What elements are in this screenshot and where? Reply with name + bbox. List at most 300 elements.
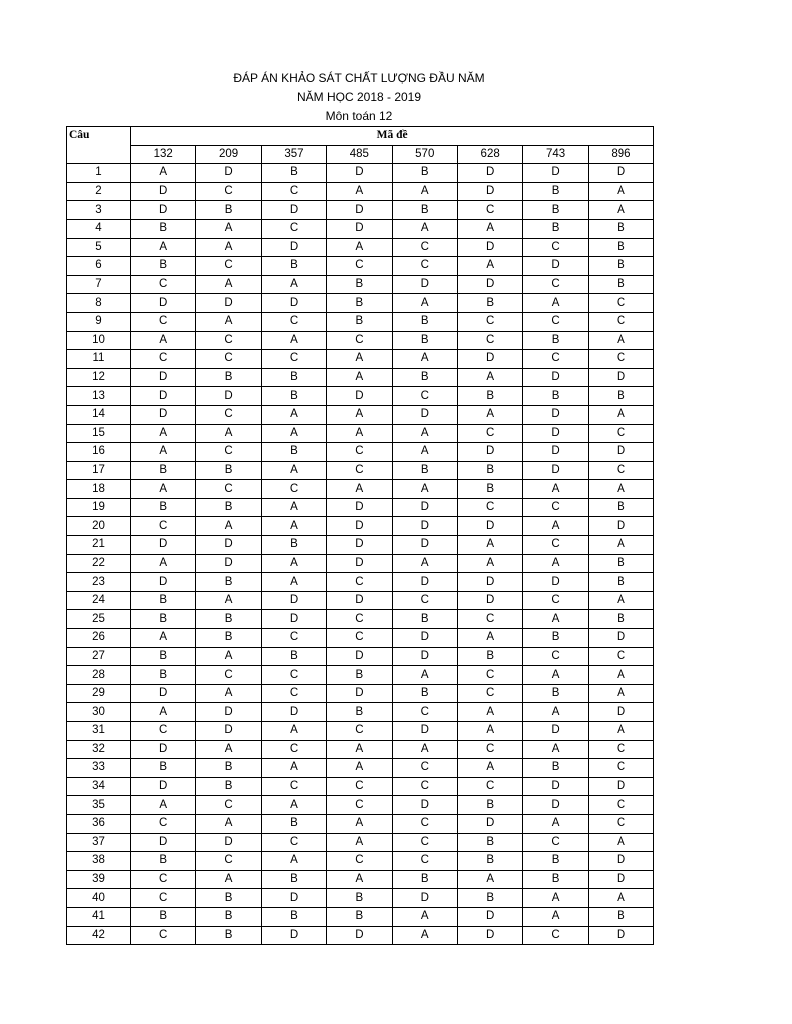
table-row [67,740,654,759]
answer-cell: C [131,870,196,889]
answer-cell: A [392,907,457,926]
answer-cell: D [588,368,654,387]
answer-cell: D [327,387,392,406]
answer-cell: A [523,740,588,759]
answer-cell: B [261,647,326,666]
answer-cell: C [457,331,522,350]
table-row [67,907,654,926]
answer-cell: D [588,629,654,648]
answer-cell: C [588,312,654,331]
answer-cell: D [457,591,522,610]
answer-cell: D [457,926,522,945]
answer-cell: D [131,833,196,852]
answer-cell: B [457,480,522,499]
answer-cell: B [588,573,654,592]
answer-cell: B [131,219,196,238]
question-number: 2 [67,182,131,201]
table-row [67,833,654,852]
answer-cell: B [196,498,261,517]
table-row [67,722,654,741]
exam-code-header: 570 [392,145,457,164]
answer-cell: A [196,591,261,610]
answer-cell: B [523,201,588,220]
table-row [67,852,654,871]
answer-cell: D [261,889,326,908]
table-row [67,498,654,517]
answer-cell: D [523,461,588,480]
answer-cell: A [261,852,326,871]
table-row [67,275,654,294]
answer-cell: C [523,536,588,555]
answer-cell: A [457,257,522,276]
answer-cell: D [588,852,654,871]
answer-cell: C [327,443,392,462]
answer-cell: A [523,907,588,926]
answer-cell: C [588,461,654,480]
answer-cell: A [196,814,261,833]
table-row [67,164,654,183]
answer-cell: C [457,498,522,517]
question-number: 4 [67,219,131,238]
answer-cell: C [327,629,392,648]
answer-cell: B [457,796,522,815]
answer-cell: B [588,238,654,257]
table-row [67,554,654,573]
answer-cell: D [588,777,654,796]
table-row [67,387,654,406]
answer-cell: A [261,796,326,815]
table-row [67,238,654,257]
answer-cell: D [392,796,457,815]
table-row [67,294,654,313]
answer-cell: A [327,814,392,833]
answer-cell: C [327,331,392,350]
answer-cell: C [327,722,392,741]
answer-cell: D [261,591,326,610]
answer-cell: B [261,257,326,276]
answer-cell: D [457,350,522,369]
answer-cell: D [261,610,326,629]
answer-cell: A [588,480,654,499]
answer-cell: B [261,443,326,462]
answer-cell: C [392,591,457,610]
answer-cell: B [196,368,261,387]
answer-cell: C [131,926,196,945]
table-row [67,257,654,276]
answer-cell: B [327,703,392,722]
answer-cell: A [261,405,326,424]
answer-cell: C [196,182,261,201]
answer-cell: A [327,424,392,443]
answer-cell: C [261,219,326,238]
table-row [67,796,654,815]
answer-cell: C [392,238,457,257]
answer-cell: A [392,219,457,238]
table-row [67,405,654,424]
answer-cell: A [392,182,457,201]
answer-cell: A [131,554,196,573]
question-number: 39 [67,870,131,889]
answer-cell: C [196,405,261,424]
answer-cell: D [392,498,457,517]
answer-cell: C [523,591,588,610]
subject-label: Môn toán 12 [325,109,393,123]
table-row [67,350,654,369]
answer-cell: B [392,368,457,387]
answer-cell: C [327,796,392,815]
answer-cell: A [196,219,261,238]
question-column-header: Câu [67,127,131,164]
answer-cell: D [196,387,261,406]
answer-cell: C [261,777,326,796]
answer-cell: D [131,368,196,387]
answer-cell: D [457,573,522,592]
answer-cell: B [588,554,654,573]
question-number: 10 [67,331,131,350]
answer-cell: C [261,480,326,499]
answer-cell: B [327,666,392,685]
answer-cell: B [457,647,522,666]
table-row [67,647,654,666]
answer-cell: D [261,294,326,313]
answer-cell: D [523,164,588,183]
answer-cell: C [131,517,196,536]
answer-cell: D [392,722,457,741]
table-row [67,573,654,592]
answer-cell: B [588,387,654,406]
answer-cell: A [196,684,261,703]
answer-cell: D [523,368,588,387]
answer-cell: A [327,870,392,889]
answer-cell: A [131,629,196,648]
answer-cell: D [327,554,392,573]
answer-cell: B [523,331,588,350]
answer-cell: C [457,666,522,685]
answer-cell: C [131,814,196,833]
answer-cell: A [588,405,654,424]
answer-cell: D [523,777,588,796]
answer-cell: C [588,647,654,666]
question-number: 40 [67,889,131,908]
school-year: NĂM HỌC 2018 - 2019 [296,90,422,104]
question-number: 1 [67,164,131,183]
answer-cell: B [261,536,326,555]
answer-cell: C [196,350,261,369]
answer-cell: D [131,182,196,201]
answer-cell: C [131,889,196,908]
answer-cell: A [588,684,654,703]
question-number: 23 [67,573,131,592]
table-row [67,461,654,480]
answer-cell: A [523,666,588,685]
answer-cell: B [392,164,457,183]
answer-cell: C [131,722,196,741]
answer-cell: A [261,331,326,350]
answer-cell: D [131,201,196,220]
answer-cell: C [457,777,522,796]
answer-cell: A [588,591,654,610]
question-number: 27 [67,647,131,666]
question-number: 35 [67,796,131,815]
answer-cell: B [523,219,588,238]
answer-cell: A [327,405,392,424]
answer-cell: D [457,275,522,294]
question-number: 24 [67,591,131,610]
question-number: 32 [67,740,131,759]
answer-cell: C [327,777,392,796]
answer-cell: B [327,294,392,313]
answer-cell: A [196,238,261,257]
answer-cell: C [131,350,196,369]
answer-cell: D [523,443,588,462]
answer-cell: D [523,722,588,741]
question-number: 3 [67,201,131,220]
question-number: 30 [67,703,131,722]
answer-cell: B [457,889,522,908]
table-row [67,666,654,685]
answer-cell: A [457,703,522,722]
answer-cell: A [523,554,588,573]
answer-cell: A [327,759,392,778]
answer-cell: A [327,480,392,499]
question-number: 21 [67,536,131,555]
answer-cell: A [392,294,457,313]
answer-cell: A [327,833,392,852]
answer-cell: D [261,238,326,257]
table-row [67,926,654,945]
answer-cell: C [523,498,588,517]
answer-cell: B [261,870,326,889]
answer-cell: D [457,907,522,926]
table-row [67,759,654,778]
answer-cell: C [588,294,654,313]
answer-cell: C [392,852,457,871]
answer-cell: C [457,684,522,703]
answer-cell: C [196,852,261,871]
answer-cell: A [457,368,522,387]
table-header-row [67,127,654,146]
answer-cell: A [327,350,392,369]
answer-cell: A [261,424,326,443]
answer-cell: D [327,536,392,555]
answer-cell: B [588,257,654,276]
answer-cell: D [196,536,261,555]
answer-cell: C [392,833,457,852]
answer-cell: D [327,684,392,703]
exam-code-header: 357 [261,145,326,164]
answer-cell: B [457,461,522,480]
table-row [67,610,654,629]
answer-cell: C [196,796,261,815]
answer-cell: B [457,852,522,871]
question-number: 29 [67,684,131,703]
question-number: 41 [67,907,131,926]
answer-cell: B [392,312,457,331]
answer-cell: D [523,796,588,815]
answer-cell: C [457,312,522,331]
table-row [67,480,654,499]
answer-cell: C [327,852,392,871]
answer-cell: D [327,926,392,945]
question-number: 14 [67,405,131,424]
answer-cell: C [327,610,392,629]
answer-cell: D [196,722,261,741]
answer-cell: A [523,517,588,536]
answer-cell: A [196,312,261,331]
answer-cell: A [327,238,392,257]
question-number: 38 [67,852,131,871]
answer-cell: A [327,182,392,201]
answer-cell: B [523,759,588,778]
answer-key-table [66,126,654,945]
answer-cell: B [392,201,457,220]
answer-cell: C [261,350,326,369]
answer-cell: B [392,610,457,629]
document-header [66,69,652,126]
exam-code-header: 485 [327,145,392,164]
question-number: 19 [67,498,131,517]
answer-cell: B [131,759,196,778]
answer-cell: A [457,870,522,889]
answer-cell: C [457,424,522,443]
answer-cell: C [588,740,654,759]
answer-cell: C [196,257,261,276]
answer-cell: D [327,517,392,536]
table-row [67,331,654,350]
answer-cell: D [196,833,261,852]
answer-cell: D [457,814,522,833]
answer-cell: B [523,852,588,871]
answer-cell: D [392,536,457,555]
answer-cell: C [588,796,654,815]
answer-cell: C [523,238,588,257]
answer-cell: C [457,610,522,629]
answer-cell: C [457,201,522,220]
answer-cell: C [261,629,326,648]
answer-cell: C [457,740,522,759]
answer-cell: B [196,610,261,629]
answer-cell: D [131,405,196,424]
answer-cell: B [457,387,522,406]
answer-cell: A [327,368,392,387]
exam-code-group-header: Mã đề [131,127,654,146]
answer-cell: A [523,480,588,499]
question-number: 7 [67,275,131,294]
answer-cell: C [261,182,326,201]
question-number: 22 [67,554,131,573]
answer-cell: D [457,238,522,257]
answer-cell: C [196,480,261,499]
answer-cell: D [392,889,457,908]
answer-cell: B [131,852,196,871]
answer-cell: A [392,554,457,573]
table-row [67,182,654,201]
exam-code-header: 896 [588,145,654,164]
answer-cell: C [131,312,196,331]
answer-cell: A [131,164,196,183]
answer-cell: C [523,647,588,666]
answer-cell: A [457,536,522,555]
answer-cell: B [131,907,196,926]
question-number: 13 [67,387,131,406]
answer-cell: A [588,331,654,350]
answer-cell: D [457,182,522,201]
answer-cell: C [392,387,457,406]
answer-cell: A [457,405,522,424]
answer-cell: C [588,759,654,778]
answer-cell: A [261,573,326,592]
answer-cell: B [196,907,261,926]
answer-cell: A [588,666,654,685]
table-row [67,814,654,833]
exam-code-header: 132 [131,145,196,164]
answer-cell: A [457,759,522,778]
answer-cell: C [588,350,654,369]
question-number: 36 [67,814,131,833]
table-row [67,424,654,443]
exam-code-row [67,145,654,164]
answer-cell: D [131,740,196,759]
table-row [67,591,654,610]
answer-cell: A [392,443,457,462]
question-number: 34 [67,777,131,796]
answer-cell: D [392,517,457,536]
answer-cell: B [327,907,392,926]
answer-cell: A [327,740,392,759]
table-row [67,312,654,331]
answer-cell: C [588,424,654,443]
answer-cell: A [261,275,326,294]
question-number: 8 [67,294,131,313]
answer-cell: A [523,610,588,629]
answer-cell: B [261,164,326,183]
question-number: 26 [67,629,131,648]
answer-cell: D [327,219,392,238]
answer-cell: A [196,647,261,666]
answer-cell: C [261,684,326,703]
answer-cell: D [523,573,588,592]
answer-rows [67,164,654,945]
answer-cell: D [196,703,261,722]
answer-cell: A [196,275,261,294]
answer-cell: D [131,777,196,796]
answer-cell: A [131,238,196,257]
answer-cell: D [131,294,196,313]
answer-cell: B [196,201,261,220]
answer-cell: D [392,405,457,424]
question-number: 31 [67,722,131,741]
question-number: 25 [67,610,131,629]
answer-cell: D [131,387,196,406]
answer-cell: A [131,331,196,350]
answer-cell: B [196,889,261,908]
answer-cell: A [196,870,261,889]
answer-cell: A [523,814,588,833]
table-row [67,889,654,908]
answer-cell: A [261,722,326,741]
question-number: 6 [67,257,131,276]
answer-cell: C [261,312,326,331]
answer-cell: D [457,517,522,536]
answer-cell: D [261,703,326,722]
answer-cell: C [261,833,326,852]
answer-cell: B [196,573,261,592]
answer-cell: C [261,740,326,759]
table-row [67,517,654,536]
answer-cell: C [523,350,588,369]
answer-cell: D [588,870,654,889]
answer-cell: C [392,759,457,778]
